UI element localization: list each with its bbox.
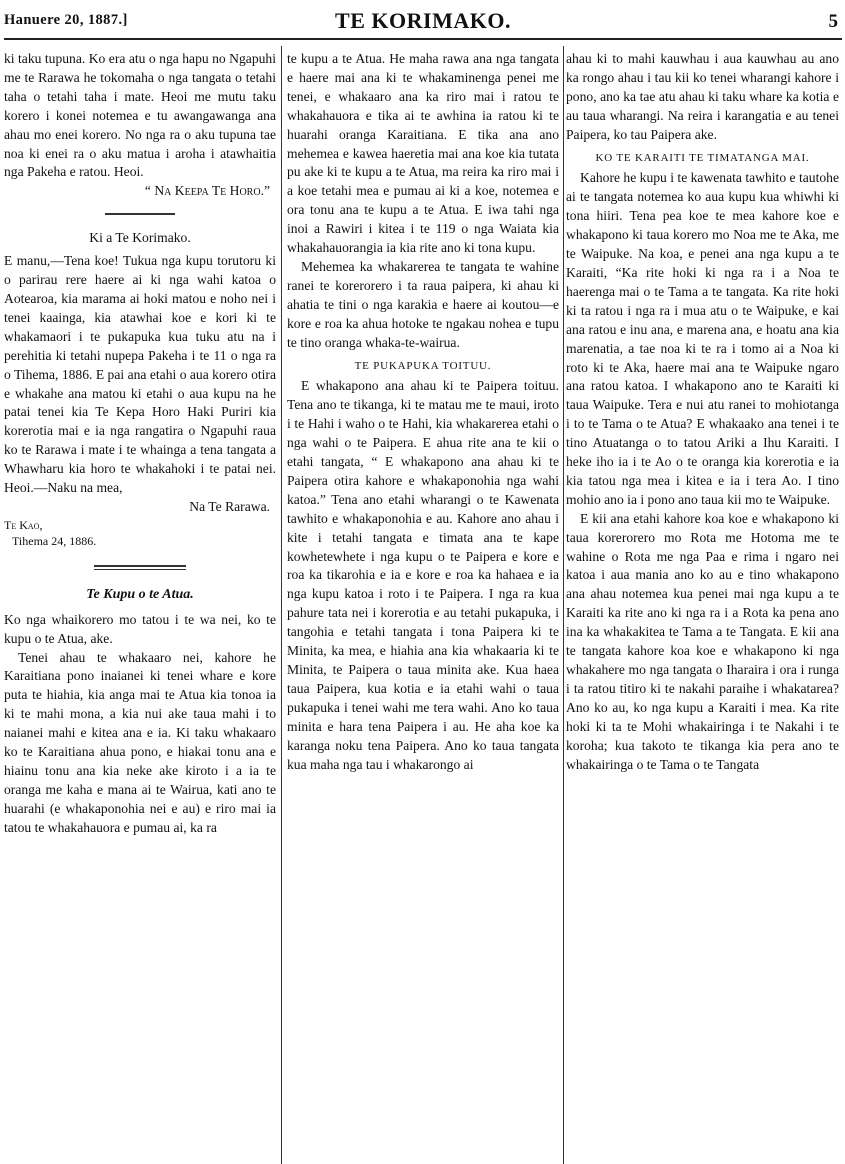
paragraph: E whakapono ana ahau ki te Paipera toituu. Tena ano te tikanga, ki te matau me te maui, iroto i te Hahi i waho o te Hahi, kia whakarerea etahi o nga wahi o te Paipera. E ahua rite ana te kii o etahi tangata, “ E whakapono ana ahau ki te Paipera otira kahore e whakaponohia nga wahi katoa.” Tena ano etahi wharangi o te Kawenata tawhito e whakaponohia e au. Kahore ano ahau i kite i tetahi tangata e timata ana te kape kowhetewhete i nga kupu o te Paipera e kore e roa ka tikarohia e ia e kore e roa ka hahaea e ia nga kupu katoa i roto i te Paipera. I nga ra kua pahure tata nei i korerotia e au tetahi pukapuka, i tangohia e tetahi tangata i tona Paipera ki te Minita, ka mea, e hiahia ana kia whakaaria ki te Minita, te Paipera o taua minita ake. Kua haea taua Paipera, kua kotia e ia etahi wahi o taua pukapuka i tenei wahi me tera wahi. Ano ko taua minita e hara tena Paipera i au. He aha koe ka karanga noku tena Paipera. Ano ko taua tangata kua maha nga tau i whakarongo ai bbox=[287, 378, 559, 772]
paragraph: Ko nga whaikorero mo tatou i te wa nei, ko te kupu o te Atua, ake. bbox=[4, 611, 276, 646]
issue-date: Hanuere 20, 1887.] bbox=[4, 12, 128, 28]
page-header bbox=[4, 8, 842, 40]
paragraph: Kahore he kupu i te kawenata tawhito e tautohe ai te tangata notemea ko aua kupu kua whiwhi ki tona hiiri. Tena pea koe te mea kahore koe e whakapono ki taua korero mo Noa me te Aka, me te Waipuke. Na koa, e penei ana nga kupu a te Karaiti, “Ka rite hoki ki nga ra i a Noa te haerenga mai o te Tama a te tangata. Ka rite hoki ki ta ratou i nga ra i mua atu o te Waipuke, e kai ana ratou e inu ana, e marena ana, e hoatu ana kia marenatia, a tae noa ki te ra i tomo ai a Noa ki roto ki te Aka, haere mai ana te Waipuke ngaro ana ratou katoa. I whakapono ano te Karaiti ki taua Waipuke. Tera e nui atu ranei to mohiotanga i to te Tama o te Atua? E whakaako ana tenei i te tino Atuatanga o to tatou Ariki a Ihu Karaiti. I heke iho ia i te Ao o te oranga kia korerotia e ia kia tatou nga mea i kitea e ia i tera Ao. I tino mohio ano ia i pono ano taua kii mo te Waipuke. bbox=[566, 170, 839, 507]
paragraph: Tenei ahau te whakaaro nei, kahore he Karaitiana pono inaianei ki tenei whare e kore puta te hiahia, kia anga mai te Atua kia tonoa ia ki te mahi mona, a kia nui ake taua mahi i to naianei mahi e kitea ana e ia. Ki taku whakaaro ko te Karaitiana ahua pono, e hiakai tonu ana e hiainu tonu ana kia neke ake kiroto i a ia te oranga me kaha e mana ai te Wairua, kati ano te huarahi (e whakaponohia nei e au) e riro mai ia tatou te whakahauora e pumau ai, ka ra bbox=[4, 649, 276, 835]
paragraph: ki taku tupuna. Ko era atu o nga hapu no Ngapuhi me te Rarawa he tokomaha o nga tangata o tetahi taha o tetahi taha i mate. Heoi me mutu taku korero i konei notemea e tu awangawanga ana ahau mo enei korero. No nga ra o aku tupuna tae noa ki enei ra o aku matua i aroha i atawhaitia nga Pakeha e ratou. Heoi. bbox=[4, 51, 276, 180]
column-2 bbox=[287, 50, 559, 1156]
signature: Na Te Rarawa. bbox=[189, 498, 270, 514]
signature: “ Na Keepa Te Horo.” bbox=[144, 183, 270, 199]
page-number: 5 bbox=[828, 11, 838, 32]
paragraph: ahau ki to mahi kauwhau i aua kauwhau au ano ka rongo ahau i tau kii ko tenei wharangi kahore i pono, ano ka tae atu ahau ki taku whare ka kotia e au taua wharangi. Na reira i karangatia e au tenei Paipera, ko tau Paipera ake. bbox=[566, 51, 839, 142]
letter-date: Tihema 24, 1886. bbox=[12, 533, 97, 548]
subheading: TE PUKAPUKA TOITUU. bbox=[354, 359, 492, 372]
column-divider bbox=[281, 46, 282, 1164]
letter-body: E manu,—Tena koe! Tukua nga kupu torutoru ki o parirau rere haere ai ki nga wahi katoa o Aotearoa, kia marama ai hoki matou e noho nei i tenei kaainga, kia atawhai koe e kori ki te whakamaori i te pukapuka kua tuku atu na i perehitia ki tetahi nupepa Pakeha i te 11 o nga ra o Tihema, 1886. E pai ana etahi o aua korero otira e whakahe ana matou ki etahi o aua kupu na he patai tenei kia Te Kepa Horo Haki Puriri kia korerotia mai e ia nga rangatira o Ngapuhi raua ko te Rarawa i mate i te whainga a tena tangata a Whawharu kia horo te whakahoki i te patai nei. Heoi.—Naku na mea, bbox=[4, 253, 276, 496]
letter-heading: Ki a Te Korimako. bbox=[89, 230, 191, 246]
column-divider bbox=[563, 46, 564, 1164]
separator-rule bbox=[105, 213, 175, 215]
column-3 bbox=[566, 50, 839, 1156]
column-1 bbox=[4, 50, 276, 1156]
subheading: KO TE KARAITI TE TIMATANGA MAI. bbox=[595, 151, 810, 164]
paragraph: te kupu a te Atua. He maha rawa ana nga tangata e haere mai ana ki te whakaminenga penei me tenei, e whakaaro ana ka riro mai i ratou te whakahauora e tika ai te awhina ia ratou ki te huarahi oranga Karaitiana. E tika ana ano mehemea e kawea haeretia mai ana koe kia tutata pu ake ki te kupu a te Atua, ma reira ka riro mai i a koe tetahi mea e pumau ai ki a koe, notemea e ora tonu ana te kupu a te Atua. E iwa tahi nga inoi a Rawiri i kitea i te 119 o nga Waiata kia whakahauorangia ia kia rite ano ki tona kupu. bbox=[287, 51, 559, 256]
section-title: Te Kupu o te Atua. bbox=[86, 586, 194, 602]
paragraph: Mehemea ka whakarerea te tangata te wahine ranei te korerorero i ta raua paipera, ki ahau ki ahatia te tini o nga karakia e haere ai koutou—e kore e roa ka ahua hotoke te ngakau nohea e tupu te tino oranga whaka-te-wairua. bbox=[287, 258, 559, 350]
newspaper-title: TE KORIMAKO. bbox=[335, 8, 511, 33]
letter-place: Te Kao, bbox=[4, 517, 43, 532]
paragraph: E kii ana etahi kahore koa koe e whakapono ki taua korerorero mo Rota me Hotoma me te wahine o Rota me nga Paa e rima i ngaro nei katoa i aua mania ano ko au e tino whakapono ana ahau notemea kua penei mai nga kupu a te Karaiti ka rite ano ki nga ra i a Rota ka pena ano ina ka whakakitea te Tama a te Tangata. E kii ana te tangata kahore koa koe e whakapono ki nga whakahere mo nga tangata o Iharaira i ora i runga i ta ratou titiro ki te nakahi paraihe i whakatarea? Ano ko au, ko nga kupu a Karaiti i mea. Ka rite hoki ki ta te Mohi whakairinga i te Nakahi i te koroha; kua takoto te tikanga kia pera ano te whakairinga o te Tama o te Tangata bbox=[566, 510, 839, 772]
double-separator-rule bbox=[94, 565, 186, 570]
